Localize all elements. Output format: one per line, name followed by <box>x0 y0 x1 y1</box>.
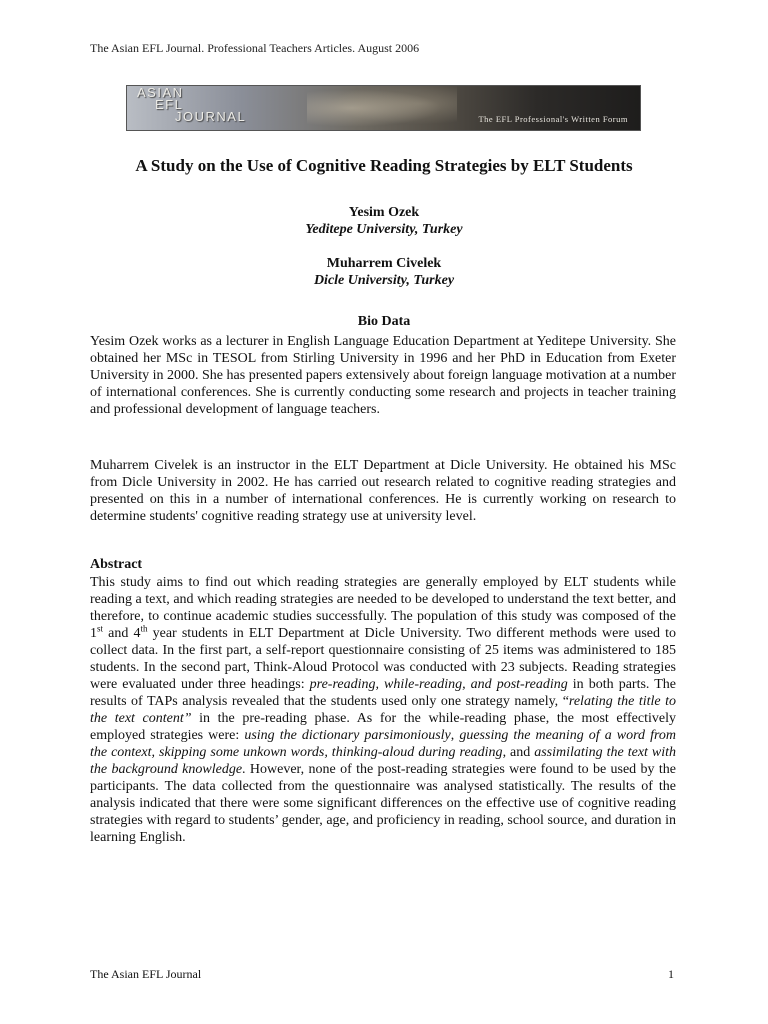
bio-paragraph-1: Yesim Ozek works as a lecturer in English Language Education Department at Yeditepe University. She obtained her MSc in TESOL from Stirling University in 1996 and her PhD in Education from Exeter University in 2000. She has presented papers extensively about foreign language motivation at a number of international conferences. She is currently conducting some research and projects in teacher training and professional development of language teachers. <box>90 334 676 417</box>
logo-line-1: ASIAN <box>137 85 184 100</box>
author-name: Yesim Ozek <box>348 205 420 220</box>
abstract-heading: Abstract <box>90 557 143 572</box>
abstract-text: . However, none of the post-reading strategies were found to be used by the participants. The data collected from the questionnaire was analysed statistically. The results of the analysis indicated that there were some significant differences on the effective use of cognitive reading strategies with regard to students’ gender, age, and proficiency in reading, school source, and duration in learning English. <box>90 762 676 845</box>
abstract-text: in both parts. The results of TAPs analysis revealed that the students used only one strategy namely, “ <box>90 677 676 709</box>
abstract-text: , and <box>502 745 535 760</box>
abstract-emphasis: using the dictionary parsimoniously <box>244 728 451 743</box>
logo-line-3: JOURNAL <box>175 109 247 124</box>
footer-journal-name: The Asian EFL Journal <box>90 967 202 981</box>
abstract-paragraph <box>90 574 676 846</box>
bio-heading: Bio Data <box>357 314 411 329</box>
abstract-emphasis: relating the title to the text content” <box>90 694 677 726</box>
banner-artwork <box>307 86 457 130</box>
paper-title: A Study on the Use of Cognitive Reading Strategies by ELT Students <box>135 156 633 175</box>
abstract-text: This study aims to find out which reading strategies are generally employed by ELT students while reading a text, and which reading strategies are needed to be developed to understand the text better, and therefore, to continue academic studies successfully. The population of this study was composed of the 1 <box>90 575 676 641</box>
journal-banner <box>126 85 641 131</box>
bio-paragraph-2: Muharrem Civelek is an instructor in the ELT Department at Dicle University. He obtained his MSc from Dicle University in 2002. He has carried out research related to cognitive reading strategies and presented on this in a number of international conferences. He is currently working on research to determine students' cognitive reading strategy use at university level. <box>90 458 676 524</box>
logo-line-2: EFL <box>155 97 184 112</box>
abstract-text: and 4 <box>103 626 141 641</box>
author-block-2 <box>0 255 768 289</box>
ordinal-suffix: st <box>97 623 104 634</box>
journal-logo <box>137 87 307 123</box>
author-name: Muharrem Civelek <box>326 256 442 271</box>
abstract-text: , <box>450 728 460 743</box>
abstract-text: in the pre-reading phase. As for the while-reading phase, the most effectively employed strategies were: <box>90 711 676 743</box>
abstract-emphasis: pre-reading, while-reading, and post-reading <box>309 677 568 692</box>
running-header: The Asian EFL Journal. Professional Teachers Articles. August 2006 <box>90 41 420 55</box>
author-block-1 <box>0 204 768 238</box>
author-affiliation: Dicle University, Turkey <box>313 273 455 288</box>
abstract-emphasis: guessing the meaning of a word from the context, skipping some unkown words, thinking-aloud during reading <box>90 728 677 760</box>
abstract-text: year students in ELT Department at Dicle University. Two different methods were used to collect data. In the first part, a self-report questionnaire consisting of 25 items was administered to 185 students. In the second part, Think-Aloud Protocol was conducted with 23 subjects. Reading strategies were evaluated under three headings: <box>90 626 676 692</box>
page-number: 1 <box>668 967 674 981</box>
abstract-emphasis: assimilating the text with the background knowledge <box>90 745 677 777</box>
banner-tagline: The EFL Professional's Written Forum <box>478 114 628 124</box>
author-affiliation: Yeditepe University, Turkey <box>305 222 463 237</box>
ordinal-suffix: th <box>140 623 148 634</box>
